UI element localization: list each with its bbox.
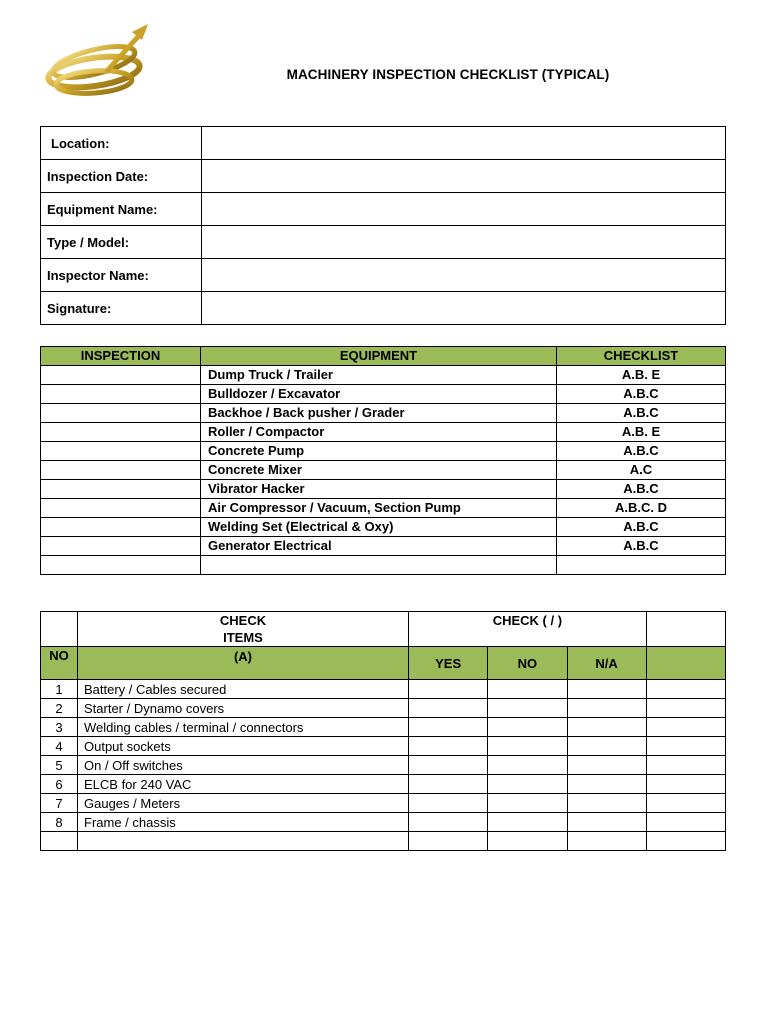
inspection-cell[interactable] — [41, 404, 201, 423]
checklist-code-cell: A.B.C — [557, 385, 726, 404]
checklist-code-cell: A.B. E — [557, 423, 726, 442]
item-label: Frame / chassis — [78, 813, 409, 832]
equipment-name-cell: Backhoe / Back pusher / Grader — [201, 404, 557, 423]
checklist-code-cell: A.B.C — [557, 480, 726, 499]
info-label: Inspector Name: — [41, 259, 202, 292]
header-inspection: INSPECTION — [41, 347, 201, 366]
info-row-inspector-name — [41, 259, 726, 292]
signature-field[interactable] — [202, 292, 726, 325]
equipment-row — [41, 518, 726, 537]
remarks-cell[interactable] — [646, 756, 725, 775]
no-checkbox-cell[interactable] — [488, 794, 567, 813]
checklist-code-cell: A.B.C — [557, 537, 726, 556]
no-checkbox-cell[interactable] — [488, 699, 567, 718]
remarks-cell[interactable] — [646, 813, 725, 832]
check-item-row — [41, 775, 726, 794]
location-field[interactable] — [202, 127, 726, 160]
equipment-name-cell — [201, 556, 557, 575]
equipment-name-cell: Generator Electrical — [201, 537, 557, 556]
item-number: 3 — [41, 718, 78, 737]
inspection-date-field[interactable] — [202, 160, 726, 193]
item-number: 4 — [41, 737, 78, 756]
check-items-table — [40, 611, 726, 851]
checklist-code-cell: A.C — [557, 461, 726, 480]
info-row-signature — [41, 292, 726, 325]
item-label: Gauges / Meters — [78, 794, 409, 813]
document-title: MACHINERY INSPECTION CHECKLIST (TYPICAL) — [286, 67, 610, 82]
remarks-cell[interactable] — [646, 680, 725, 699]
company-logo — [36, 20, 162, 120]
no-checkbox-cell[interactable] — [488, 680, 567, 699]
no-checkbox-cell[interactable] — [488, 813, 567, 832]
item-number: 5 — [41, 756, 78, 775]
info-label: Inspection Date: — [41, 160, 202, 193]
equipment-table — [40, 346, 726, 575]
equipment-row — [41, 404, 726, 423]
checklist-line2: (A) — [233, 649, 253, 664]
equipment-name-field[interactable] — [202, 193, 726, 226]
equipment-name-cell: Vibrator Hacker — [201, 480, 557, 499]
equipment-table-header — [41, 347, 726, 366]
remarks-cell[interactable] — [646, 718, 725, 737]
inspection-cell[interactable] — [41, 385, 201, 404]
inspection-cell[interactable] — [41, 366, 201, 385]
checklist-code-cell: A.B.C — [557, 404, 726, 423]
equipment-row — [41, 480, 726, 499]
check-item-row — [41, 832, 726, 851]
equipment-row — [41, 423, 726, 442]
inspection-info-table — [40, 126, 726, 325]
checklist-code-cell: A.B.C. D — [557, 499, 726, 518]
type-model-field[interactable] — [202, 226, 726, 259]
equipment-row — [41, 461, 726, 480]
remarks-cell[interactable] — [646, 737, 725, 756]
na-checkbox-cell[interactable] — [567, 737, 646, 756]
equipment-row — [41, 537, 726, 556]
equipment-row — [41, 385, 726, 404]
item-label: Welding cables / terminal / connectors — [78, 718, 409, 737]
check-items-line1: CHECK — [219, 613, 267, 628]
check-item-row — [41, 813, 726, 832]
item-number — [41, 832, 78, 851]
yes-checkbox-cell[interactable] — [409, 718, 488, 737]
header-equipment: EQUIPMENT — [201, 347, 557, 366]
check-item-row — [41, 680, 726, 699]
check-header: CHECK ( / ) — [409, 612, 647, 647]
equipment-row — [41, 366, 726, 385]
yes-checkbox-cell[interactable] — [409, 775, 488, 794]
yes-checkbox-cell[interactable] — [409, 680, 488, 699]
remarks-cell[interactable] — [646, 794, 725, 813]
equipment-name-cell: Welding Set (Electrical & Oxy) — [201, 518, 557, 537]
info-label: Type / Model: — [41, 226, 202, 259]
item-label: ELCB for 240 VAC — [78, 775, 409, 794]
na-checkbox-cell[interactable] — [567, 756, 646, 775]
yes-checkbox-cell[interactable] — [409, 756, 488, 775]
no-col-header: NO — [488, 647, 567, 680]
yes-checkbox-cell[interactable] — [409, 699, 488, 718]
blank-cell — [646, 612, 725, 647]
inspection-cell[interactable] — [41, 461, 201, 480]
yes-checkbox-cell[interactable] — [409, 737, 488, 756]
equipment-row — [41, 442, 726, 461]
check-item-row — [41, 699, 726, 718]
item-label — [78, 832, 409, 851]
info-row-inspection-date — [41, 160, 726, 193]
na-header: N/A — [567, 647, 646, 680]
header-checklist: CHECKLIST — [557, 347, 726, 366]
check-items-header — [78, 612, 409, 647]
item-number: 1 — [41, 680, 78, 699]
blank-header-cell — [646, 647, 725, 680]
item-number: 2 — [41, 699, 78, 718]
equipment-name-cell: Air Compressor / Vacuum, Section Pump — [201, 499, 557, 518]
info-label: Equipment Name: — [41, 193, 202, 226]
blank-cell — [41, 612, 78, 647]
no-checkbox-cell[interactable] — [488, 775, 567, 794]
equipment-name-cell: Concrete Pump — [201, 442, 557, 461]
item-label: On / Off switches — [78, 756, 409, 775]
info-label: Location: — [41, 127, 202, 160]
inspection-cell[interactable] — [41, 537, 201, 556]
no-checkbox-cell[interactable] — [488, 756, 567, 775]
yes-checkbox-cell[interactable] — [409, 832, 488, 851]
yes-checkbox-cell[interactable] — [409, 794, 488, 813]
remarks-cell[interactable] — [646, 832, 725, 851]
checklist-code-cell: A.B. E — [557, 366, 726, 385]
na-checkbox-cell[interactable] — [567, 680, 646, 699]
na-checkbox-cell[interactable] — [567, 832, 646, 851]
equipment-name-cell: Roller / Compactor — [201, 423, 557, 442]
inspector-name-field[interactable] — [202, 259, 726, 292]
item-number: 6 — [41, 775, 78, 794]
inspection-cell[interactable] — [41, 480, 201, 499]
na-checkbox-cell[interactable] — [567, 813, 646, 832]
inspection-cell[interactable] — [41, 423, 201, 442]
equipment-row — [41, 499, 726, 518]
equipment-name-cell: Bulldozer / Excavator — [201, 385, 557, 404]
inspection-cell[interactable] — [41, 518, 201, 537]
inspection-cell[interactable] — [41, 556, 201, 575]
inspection-cell[interactable] — [41, 442, 201, 461]
check-items-line2: ITEMS — [223, 630, 263, 645]
equipment-name-cell: Concrete Mixer — [201, 461, 557, 480]
items-table-sub-header — [41, 647, 726, 680]
check-item-row — [41, 794, 726, 813]
equipment-name-cell: Dump Truck / Trailer — [201, 366, 557, 385]
info-row-location — [41, 127, 726, 160]
no-checkbox-cell[interactable] — [488, 718, 567, 737]
info-row-equipment-name — [41, 193, 726, 226]
inspection-cell[interactable] — [41, 499, 201, 518]
item-number: 7 — [41, 794, 78, 813]
checklist-line1 — [78, 647, 408, 649]
na-checkbox-cell[interactable] — [567, 775, 646, 794]
item-number: 8 — [41, 813, 78, 832]
remarks-cell[interactable] — [646, 775, 725, 794]
checklist-code-cell — [557, 556, 726, 575]
check-item-row — [41, 737, 726, 756]
yes-checkbox-cell[interactable] — [409, 813, 488, 832]
remarks-cell[interactable] — [646, 699, 725, 718]
no-header: NO — [41, 647, 78, 680]
item-label: Output sockets — [78, 737, 409, 756]
na-checkbox-cell[interactable] — [567, 699, 646, 718]
na-checkbox-cell[interactable] — [567, 718, 646, 737]
yes-header: YES — [409, 647, 488, 680]
equipment-row — [41, 556, 726, 575]
info-row-type-model — [41, 226, 726, 259]
info-label: Signature: — [41, 292, 202, 325]
checklist-code-cell: A.B.C — [557, 518, 726, 537]
na-checkbox-cell[interactable] — [567, 794, 646, 813]
item-label: Battery / Cables secured — [78, 680, 409, 699]
item-label: Starter / Dynamo covers — [78, 699, 409, 718]
check-item-row — [41, 756, 726, 775]
checklist-code-cell: A.B.C — [557, 442, 726, 461]
check-item-row — [41, 718, 726, 737]
no-checkbox-cell[interactable] — [488, 737, 567, 756]
checklist-a-header — [78, 647, 409, 680]
items-table-top-header — [41, 612, 726, 647]
no-checkbox-cell[interactable] — [488, 832, 567, 851]
